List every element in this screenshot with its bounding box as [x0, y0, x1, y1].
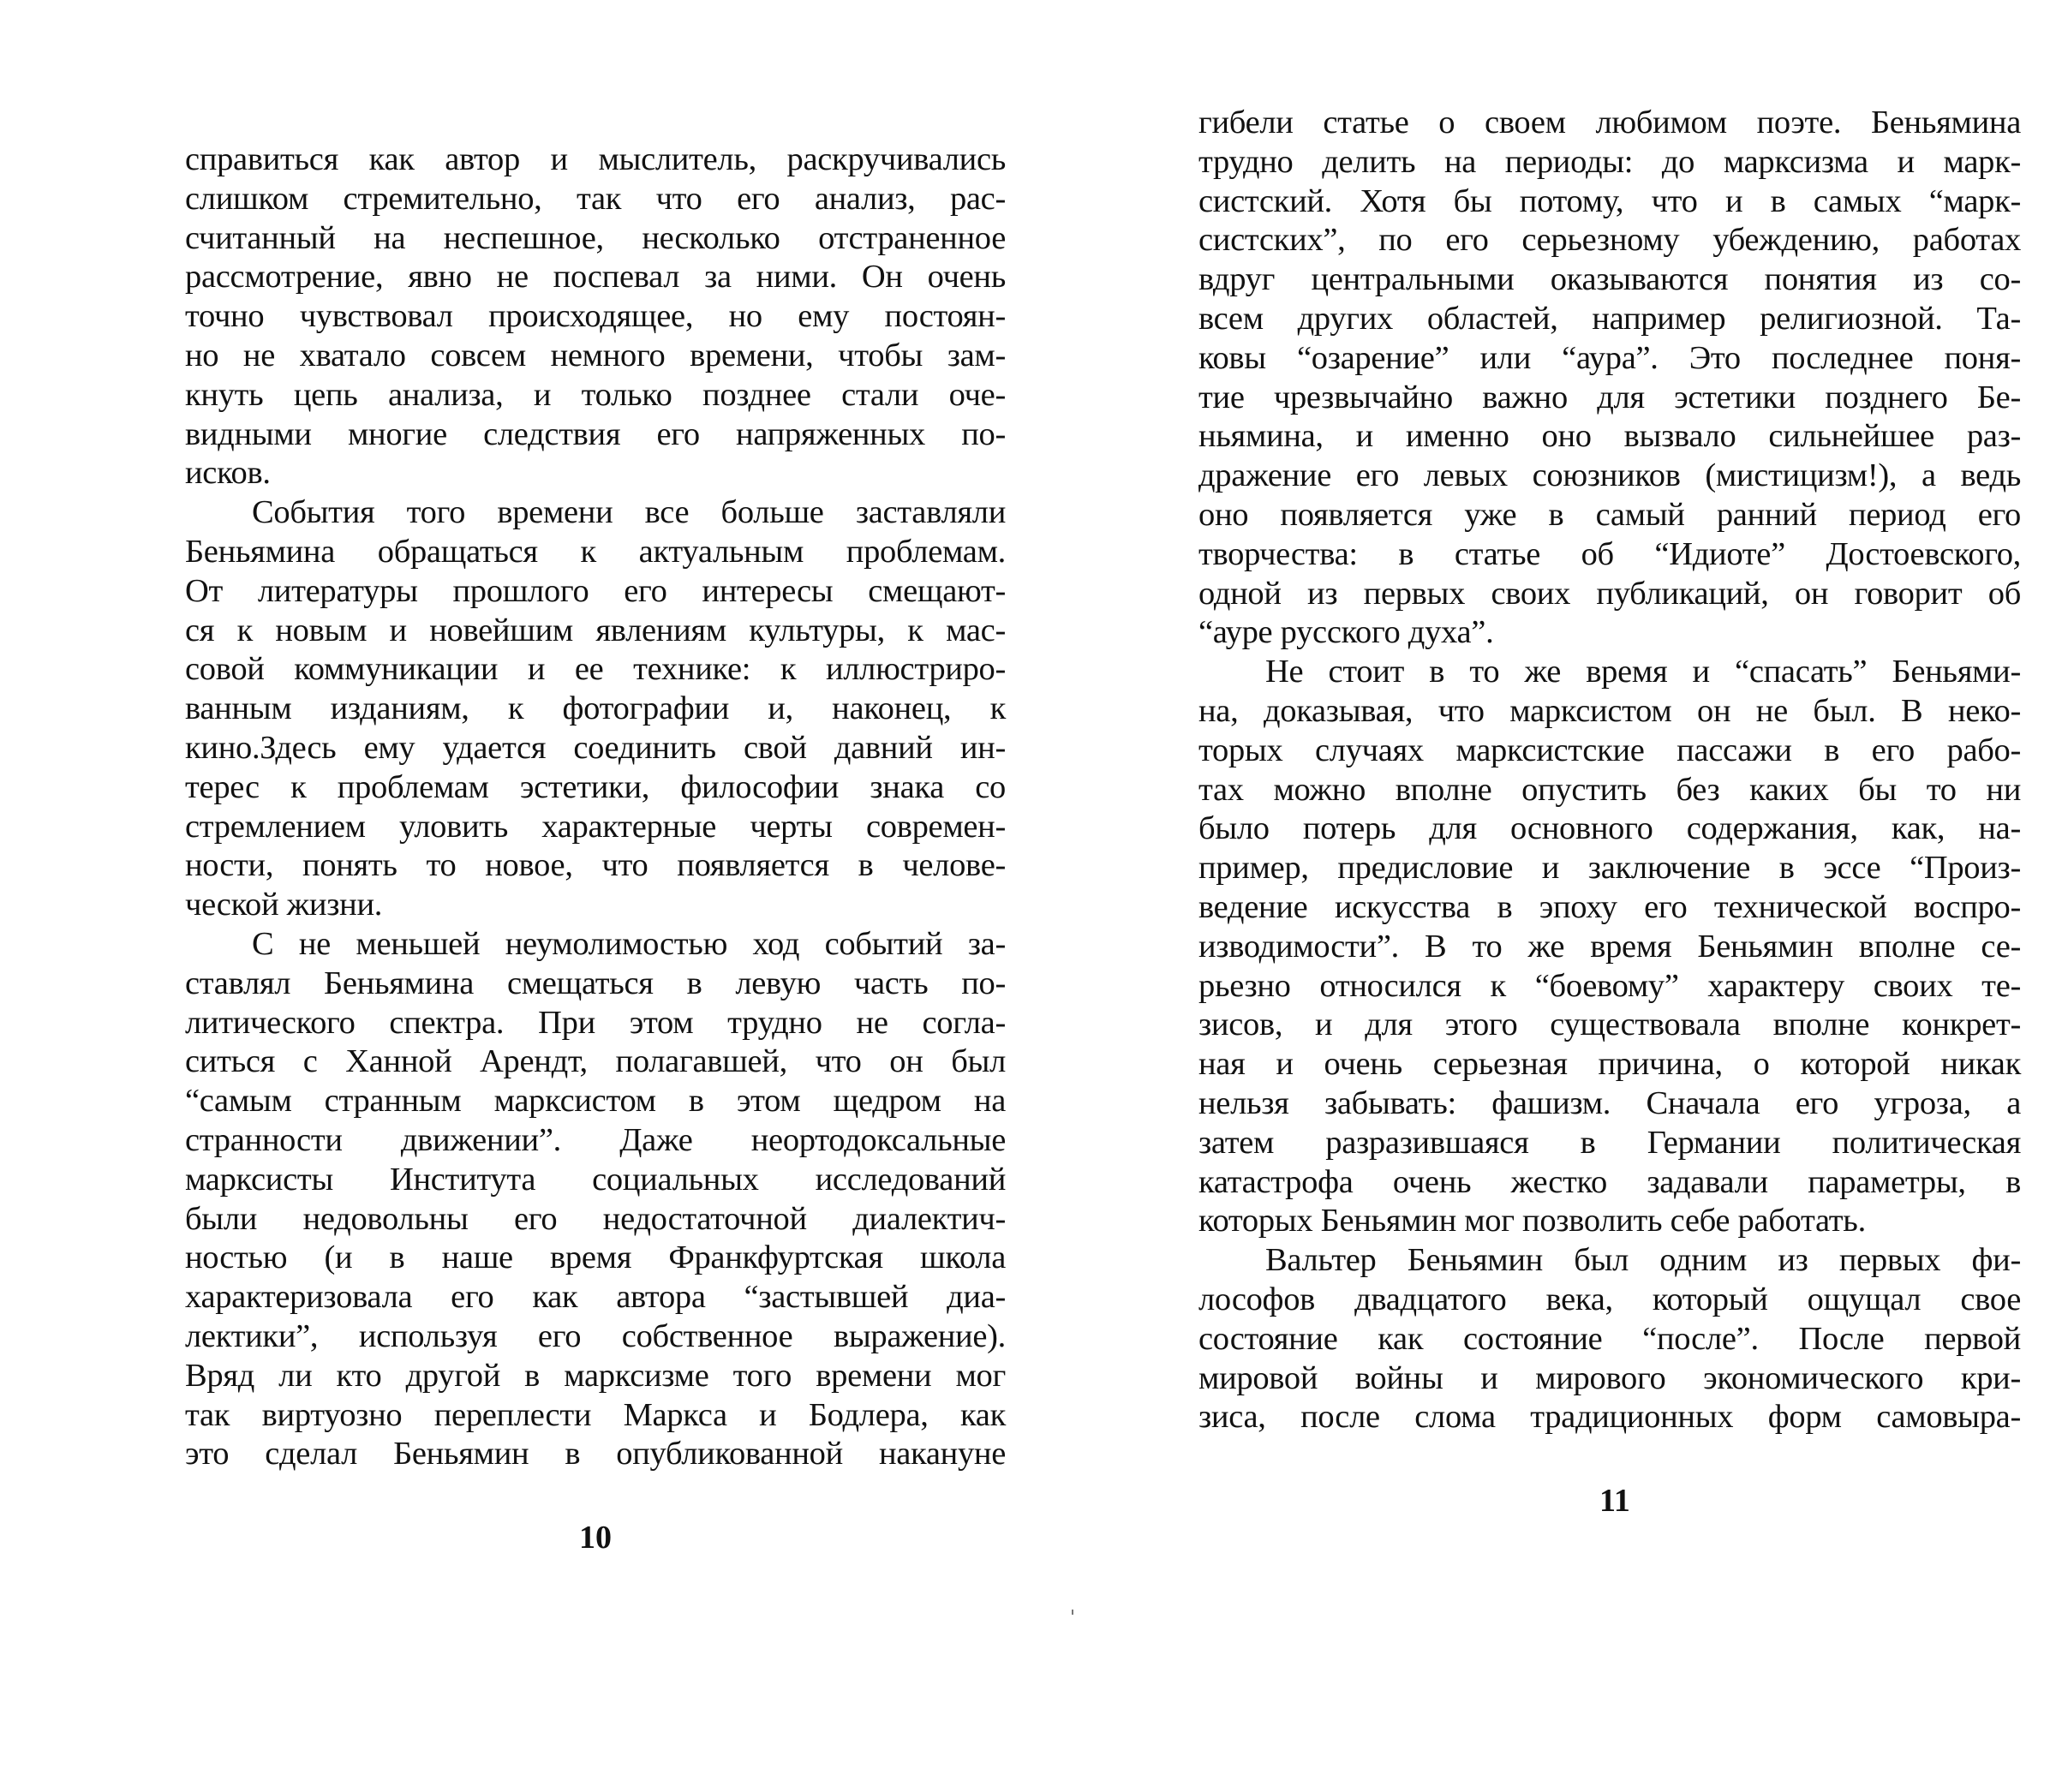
text-line: слишком стремительно, так что его анализ, рас-	[185, 180, 1006, 217]
text-line: на, доказывая, что марксистом он не был. В неко-	[1198, 692, 2021, 729]
text-line: рьезно относился к “боевому” характеру своих те-	[1198, 967, 2021, 1004]
text-line: дражение его левых союзников (мистицизм!), а ведь	[1198, 457, 2021, 494]
text-line: От литературы прошлого его интересы смещают-	[185, 572, 1006, 609]
text-line: катастрофа очень жестко задавали параметры, в	[1198, 1163, 2021, 1200]
text-line: одной из первых своих публикаций, он говорит об	[1198, 575, 2021, 612]
text-line: были недовольны его недостаточной диалектич-	[185, 1200, 1006, 1237]
text-line: ньямина, и именно оно вызвало сильнейшее раз-	[1198, 418, 2021, 455]
text-line: характеризовала его как автора “застывшей диа-	[185, 1279, 1006, 1316]
text-line: рассмотрение, явно не поспевал за ними. Он очень	[185, 259, 1006, 296]
paragraph-start: События того времени все больше заставляли	[252, 494, 1006, 531]
text-line: ческой жизни.	[185, 887, 383, 923]
text-line: состояние как состояние “после”. После первой	[1198, 1320, 2021, 1357]
text-line: пример, предисловие и заключение в эссе “Произ-	[1198, 850, 2021, 887]
text-line: которых Беньямин мог позволить себе работать.	[1198, 1203, 1866, 1239]
text-line: затем разразившаяся в Германии политическая	[1198, 1124, 2021, 1161]
text-line: справиться как автор и мыслитель, раскручивались	[185, 141, 1006, 177]
text-line: кнуть цепь анализа, и только позднее стали оче-	[185, 376, 1006, 413]
text-line: трудно делить на периоды: до марксизма и марк-	[1198, 143, 2021, 180]
text-line: творчества: в статье об “Идиоте” Достоевского,	[1198, 535, 2021, 572]
text-line: зиса, после слома традиционных форм самовыра-	[1198, 1399, 2021, 1436]
text-line: ведение искусства в эпоху его технической воспро-	[1198, 888, 2021, 925]
text-line: оно появляется уже в самый ранний период его	[1198, 496, 2021, 533]
text-line: ная и очень серьезная причина, о которой никак	[1198, 1046, 2021, 1083]
text-line: гибели статье о своем любимом поэте. Беньямина	[1198, 105, 2021, 140]
page-number: 10	[579, 1520, 612, 1556]
right-page	[1034, 0, 2068, 1792]
text-line: лософов двадцатого века, который ощущал свое	[1198, 1281, 2021, 1317]
text-line: зисов, и для этого существовала вполне конкрет-	[1198, 1007, 2021, 1043]
text-line: совой коммуникации и ее технике: к иллюстриро-	[185, 651, 1006, 688]
paragraph-start: Не стоит в то же время и “спасать” Беньями-	[1265, 654, 2021, 690]
text-line: ся к новым и новейшим явлениям культуры, к мас-	[185, 612, 1006, 648]
text-line: ванным изданиям, к фотографии и, наконец, к	[185, 690, 1006, 727]
text-line: видными многие следствия его напряженных по-	[185, 415, 1006, 452]
text-line: систских”, по его серьезному убеждению, работах	[1198, 222, 2021, 259]
text-line: исков.	[185, 455, 271, 492]
text-line: ности, понять то новое, что появляется в челове-	[185, 847, 1006, 884]
paragraph-start: С не меньшей неумолимостью ход событий за-	[252, 925, 1006, 962]
scan-speck	[1072, 1610, 1073, 1615]
text-line: терес к проблемам эстетики, философии знака со	[185, 768, 1006, 805]
left-page-text	[185, 140, 1006, 1474]
text-line: ковы “озарение” или “аура”. Это последнее поня-	[1198, 339, 2021, 376]
text-line: странности движении”. Даже неортодоксальные	[185, 1121, 1006, 1158]
text-line: “самым странным марксистом в этом щедром на	[185, 1083, 1006, 1120]
text-line: Вряд ли кто другой в марксизме того времени мог	[185, 1357, 1006, 1394]
text-line: было потерь для основного содержания, как, на-	[1198, 810, 2021, 847]
right-page-text	[1198, 104, 2021, 1437]
text-line: ностью (и в наше время Франкфуртская школа	[185, 1239, 1006, 1276]
text-line: мировой войны и мирового экономического кри-	[1198, 1359, 2021, 1396]
text-line: Беньямина обращаться к актуальным проблемам.	[185, 533, 1006, 570]
paragraph-start: Вальтер Беньямин был одним из первых фи-	[1265, 1242, 2021, 1279]
text-line: литического спектра. При этом трудно не согла-	[185, 1004, 1006, 1041]
text-line: тие чрезвычайно важно для эстетики позднего Бе-	[1198, 379, 2021, 415]
text-line: ставлял Беньямина смещаться в левую часть по-	[185, 965, 1006, 1001]
text-line: вдруг центральными оказываются понятия из со-	[1198, 261, 2021, 298]
text-line: изводимости”. В то же время Беньямин вполне се-	[1198, 928, 2021, 965]
text-line: лектики”, используя его собственное выражение).	[185, 1317, 1006, 1354]
text-line: тах можно вполне опустить без каких бы то ни	[1198, 771, 2021, 808]
text-line: систский. Хотя бы потому, что и в самых “марк-	[1198, 182, 2021, 219]
text-line: считанный на неспешное, несколько отстраненное	[185, 219, 1006, 256]
text-line: “ауре русского духа”.	[1198, 614, 1494, 651]
text-line: торых случаях марксистские пассажи в его рабо-	[1198, 732, 2021, 768]
text-line: но не хватало совсем немного времени, чтобы зам-	[185, 337, 1006, 373]
text-line: ситься с Ханной Арендт, полагавшей, что он был	[185, 1043, 1006, 1080]
text-line: точно чувствовал происходящее, но ему постоян-	[185, 298, 1006, 335]
page-number: 11	[1599, 1483, 1630, 1519]
text-line: марксисты Института социальных исследований	[185, 1161, 1006, 1198]
text-line: это сделал Беньямин в опубликованной накануне	[185, 1436, 1006, 1472]
text-line: нельзя забывать: фашизм. Сначала его угроза, а	[1198, 1084, 2021, 1121]
text-line: стремлением уловить характерные черты современ-	[185, 808, 1006, 845]
text-line: кино.Здесь ему удается соединить свой давний ин-	[185, 729, 1006, 766]
text-line: так виртуозно переплести Маркса и Бодлера, как	[185, 1396, 1006, 1433]
text-line: всем других областей, например религиозной. Та-	[1198, 300, 2021, 337]
